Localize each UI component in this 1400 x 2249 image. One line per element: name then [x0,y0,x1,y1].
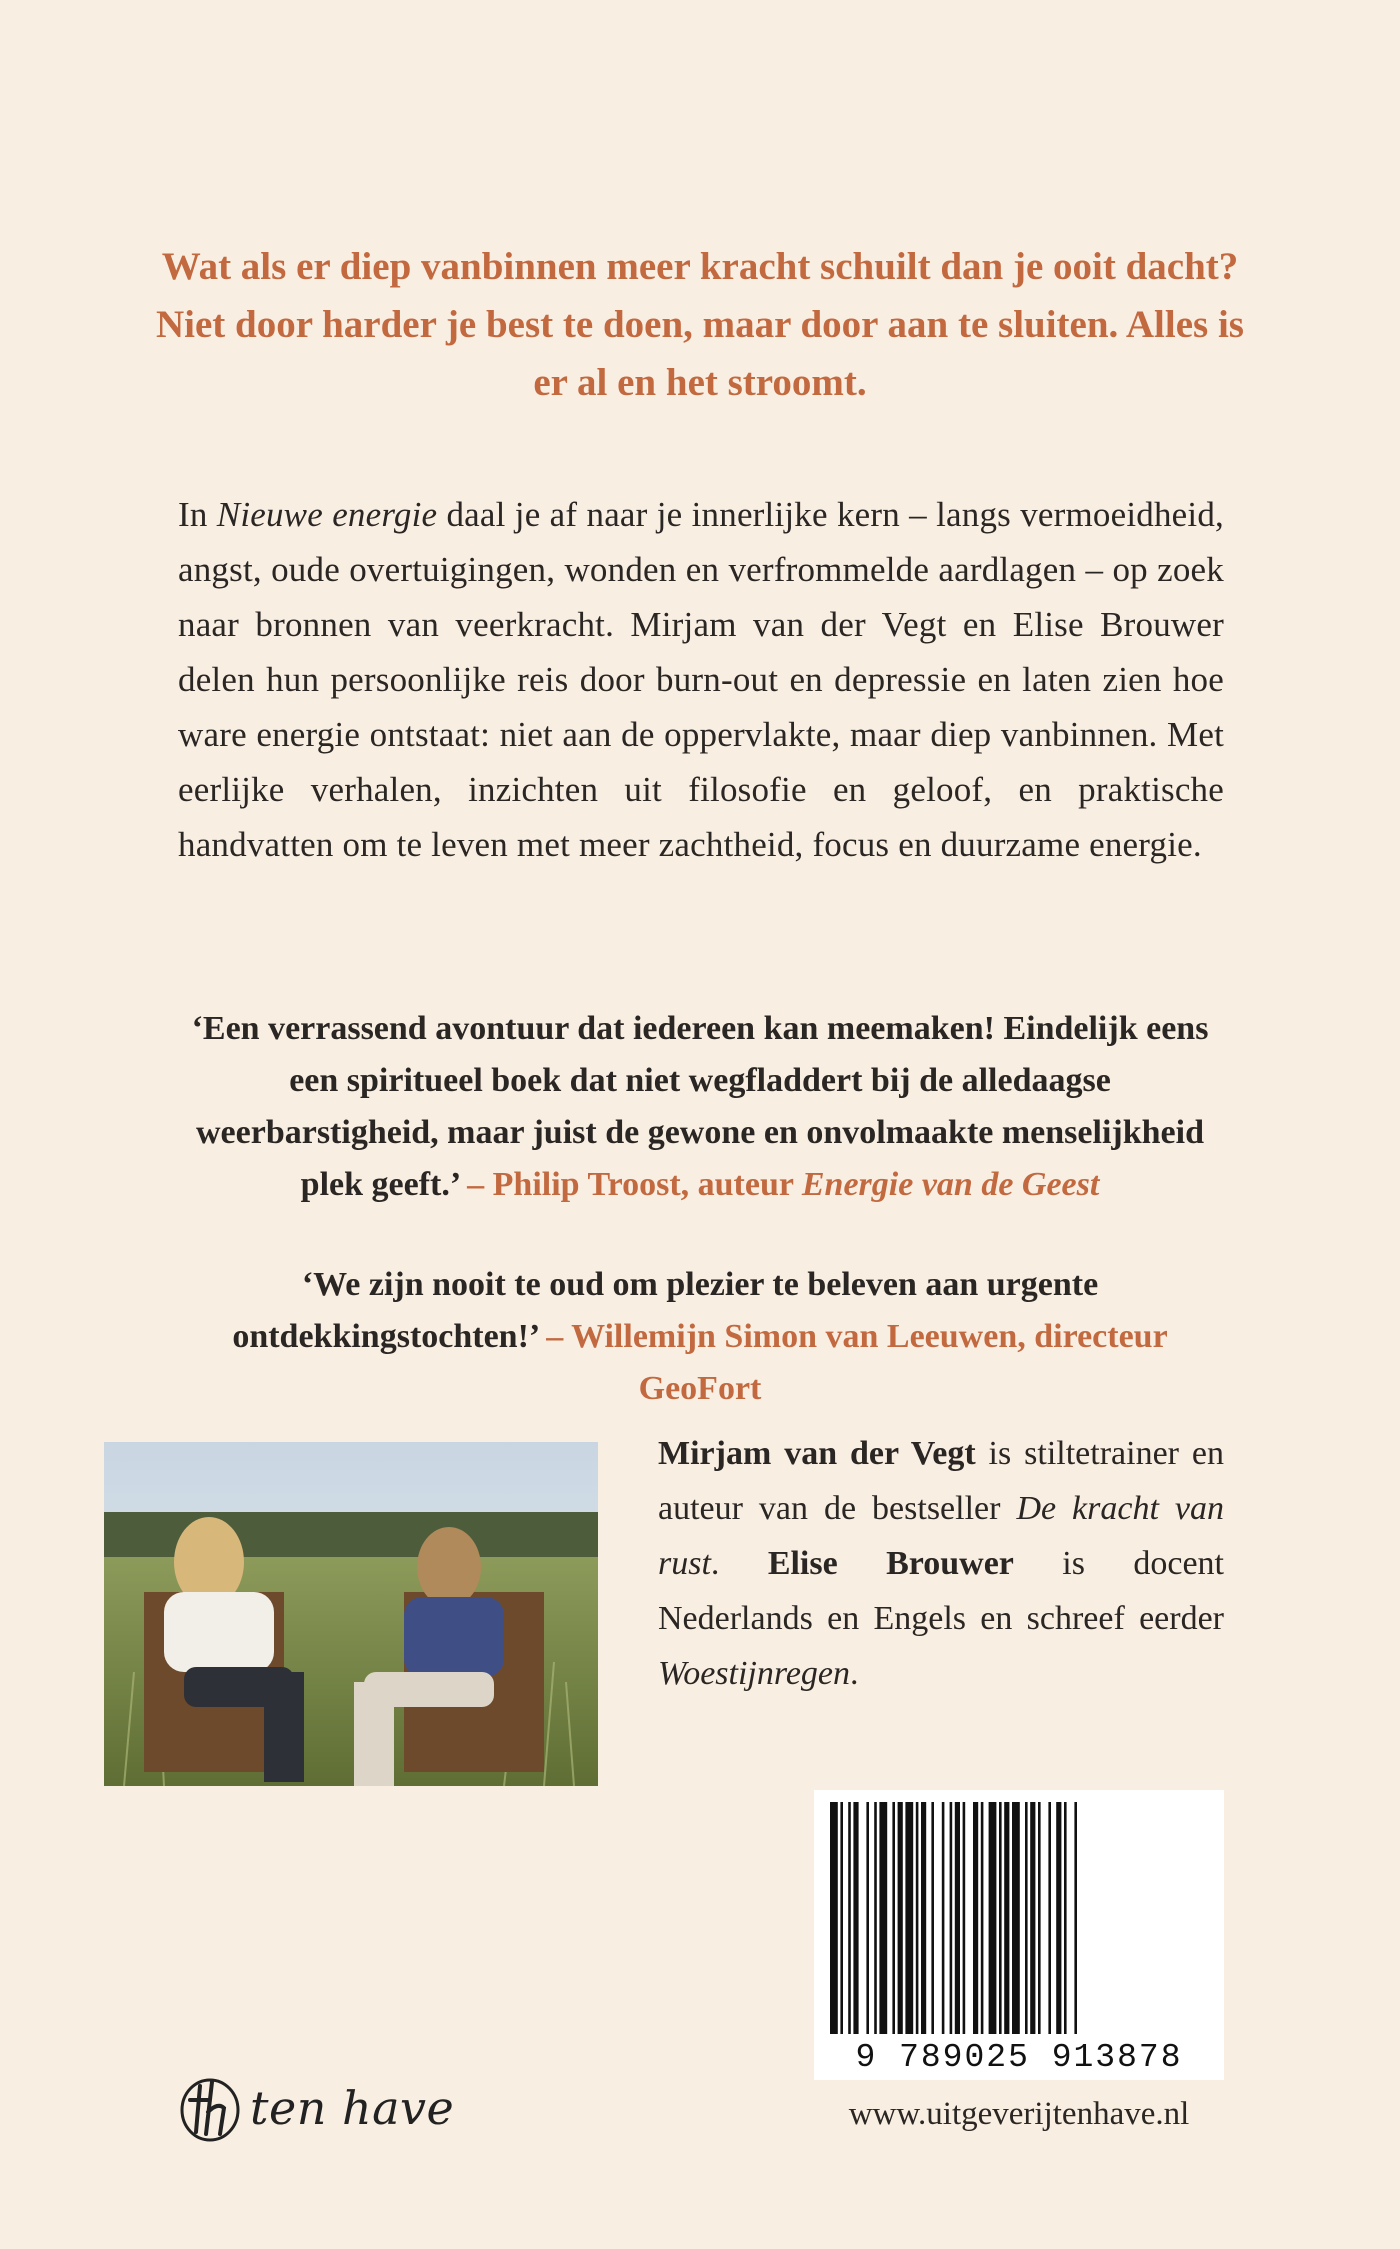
barcode-bar [1025,1802,1028,2034]
blurb [178,487,1224,872]
barcode-bar [989,1802,997,2034]
barcode-bar [921,1802,926,2034]
barcode-bar [1030,1802,1035,2034]
barcode-bar [853,1802,858,2034]
barcode-bar [830,1802,838,2034]
bio-text-1: is stiltetrainer en auteur van de bestseller [658,1435,1224,1527]
barcode [814,1790,1224,2080]
isbn-number: 9 789025 913878 [855,2039,1183,2076]
th-monogram-icon [178,2072,242,2144]
bio-text-3: is docent Nederlands en Engels en schreef eerder [658,1545,1224,1637]
barcode-bar [905,1802,913,2034]
barcode-bar [931,1802,934,2034]
barcode-bar [916,1802,919,2034]
publisher-url[interactable]: www.uitgeverijtenhave.nl [848,2096,1190,2132]
barcode-bars [824,1802,1214,2034]
author-photo [104,1442,598,1786]
bio-book-2: Woestijnregen [658,1655,851,1692]
bio-book-1: De kracht van rust [658,1490,1224,1582]
barcode-bar [879,1802,887,2034]
barcode-bar [942,1802,945,2034]
bio-text-4: . [850,1655,859,1692]
blurb-body: daal je af naar je innerlijke kern – langs vermoeidheid, angst, oude overtuigingen, wonden en verfrommelde aardlagen – op zoek naar bronnen van veerkracht. Mirjam van der Vegt en Elise Brouwer delen hun persoonlijke reis door burn-out en depressie en laten zien hoe ware energie ontstaat: niet aan de oppervlakte, maar diep vanbinnen. Met eerlijke verhalen, inzichten uit filosofie en geloof, en praktische handvatten om te leven met meer zachtheid, focus en duurzame energie. [178,495,1224,864]
barcode-bar [1004,1802,1009,2034]
barcode-bar [848,1802,851,2034]
barcode-bar [973,1802,978,2034]
barcode-bar [892,1802,895,2034]
bio-author-1: Mirjam van der Vegt [658,1435,976,1472]
publisher-logo [178,2072,454,2144]
blurb-book-title: Nieuwe energie [216,495,438,534]
barcode-bar [898,1802,903,2034]
quote-1-source: – Philip Troost, auteur [458,1166,802,1203]
tagline: Wat als er diep vanbinnen meer kracht schuilt dan je ooit dacht? Niet door harder je best te doen, maar door aan te sluiten. Alles is er al en het stroomt. [156,245,1244,404]
barcode-bar [1048,1802,1051,2034]
barcode-bar [874,1802,877,2034]
barcode-bar [840,1802,843,2034]
quote-1-source-title: Energie van de Geest [801,1166,1100,1203]
quote-1-text: ‘Een verrassend avontuur dat iedereen kan meemaken! Eindelijk eens een spiritueel boek dat niet wegfladdert bij de alledaagse weerbarstigheid, maar juist de gewone en onvolmaakte menselijkheid plek geeft.’ [191,1010,1209,1203]
barcode-bar [950,1802,953,2034]
barcode-bar [963,1802,966,2034]
barcode-bar [1056,1802,1061,2034]
blurb-prefix: In [178,495,217,534]
barcode-bar [1074,1802,1077,2034]
barcode-bar [1038,1802,1041,2034]
bio-text-2: . [710,1545,768,1582]
endorsement-quote-1 [180,1003,1220,1211]
publisher-name: ten have [250,2081,455,2135]
barcode-bar [981,1802,984,2034]
quote-2-text: ‘We zijn nooit te oud om plezier te beleven aan urgente ontdekkingstochten!’ [232,1266,1099,1355]
author-bio [658,1426,1224,1701]
endorsement-quote-2 [180,1259,1220,1415]
barcode-bar [866,1802,869,2034]
barcode-bar [999,1802,1002,2034]
bio-author-2: Elise Brouwer [767,1545,1014,1582]
barcode-bar [955,1802,960,2034]
barcode-bar [1064,1802,1067,2034]
quote-2-source: – Willemijn Simon van Leeuwen, directeur GeoFort [537,1318,1168,1407]
barcode-bar [1012,1802,1020,2034]
